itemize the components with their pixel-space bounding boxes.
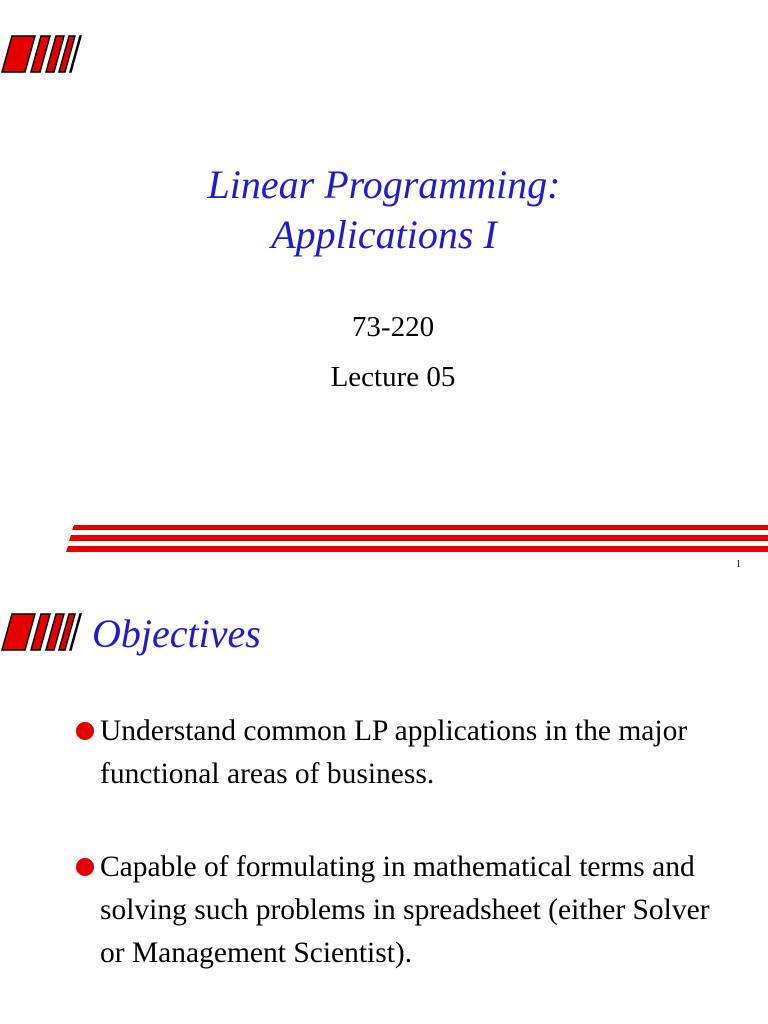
lecture-number: Lecture 05 [330, 361, 456, 393]
bullet-item: Understand common LP applications in the major functional areas of business. [100, 715, 688, 790]
page-number: 1 [736, 559, 741, 570]
slide-title-line-2: Applications I [271, 212, 497, 257]
slide-title-line-1: Linear Programming: [207, 162, 561, 207]
slide-heading: Objectives [92, 611, 261, 656]
bullet-dot-icon [76, 858, 94, 876]
bullet-item: Capable of formulating in mathematical terms and solving such problems in spreadsheet (either Solver or Management Scientist). [100, 851, 710, 969]
red-bars-logo-icon [0, 34, 82, 74]
red-bars-logo-icon [0, 612, 82, 652]
red-stripes-divider [66, 521, 768, 553]
bullet-dot-icon [76, 722, 94, 740]
course-code: 73-220 [351, 311, 435, 343]
